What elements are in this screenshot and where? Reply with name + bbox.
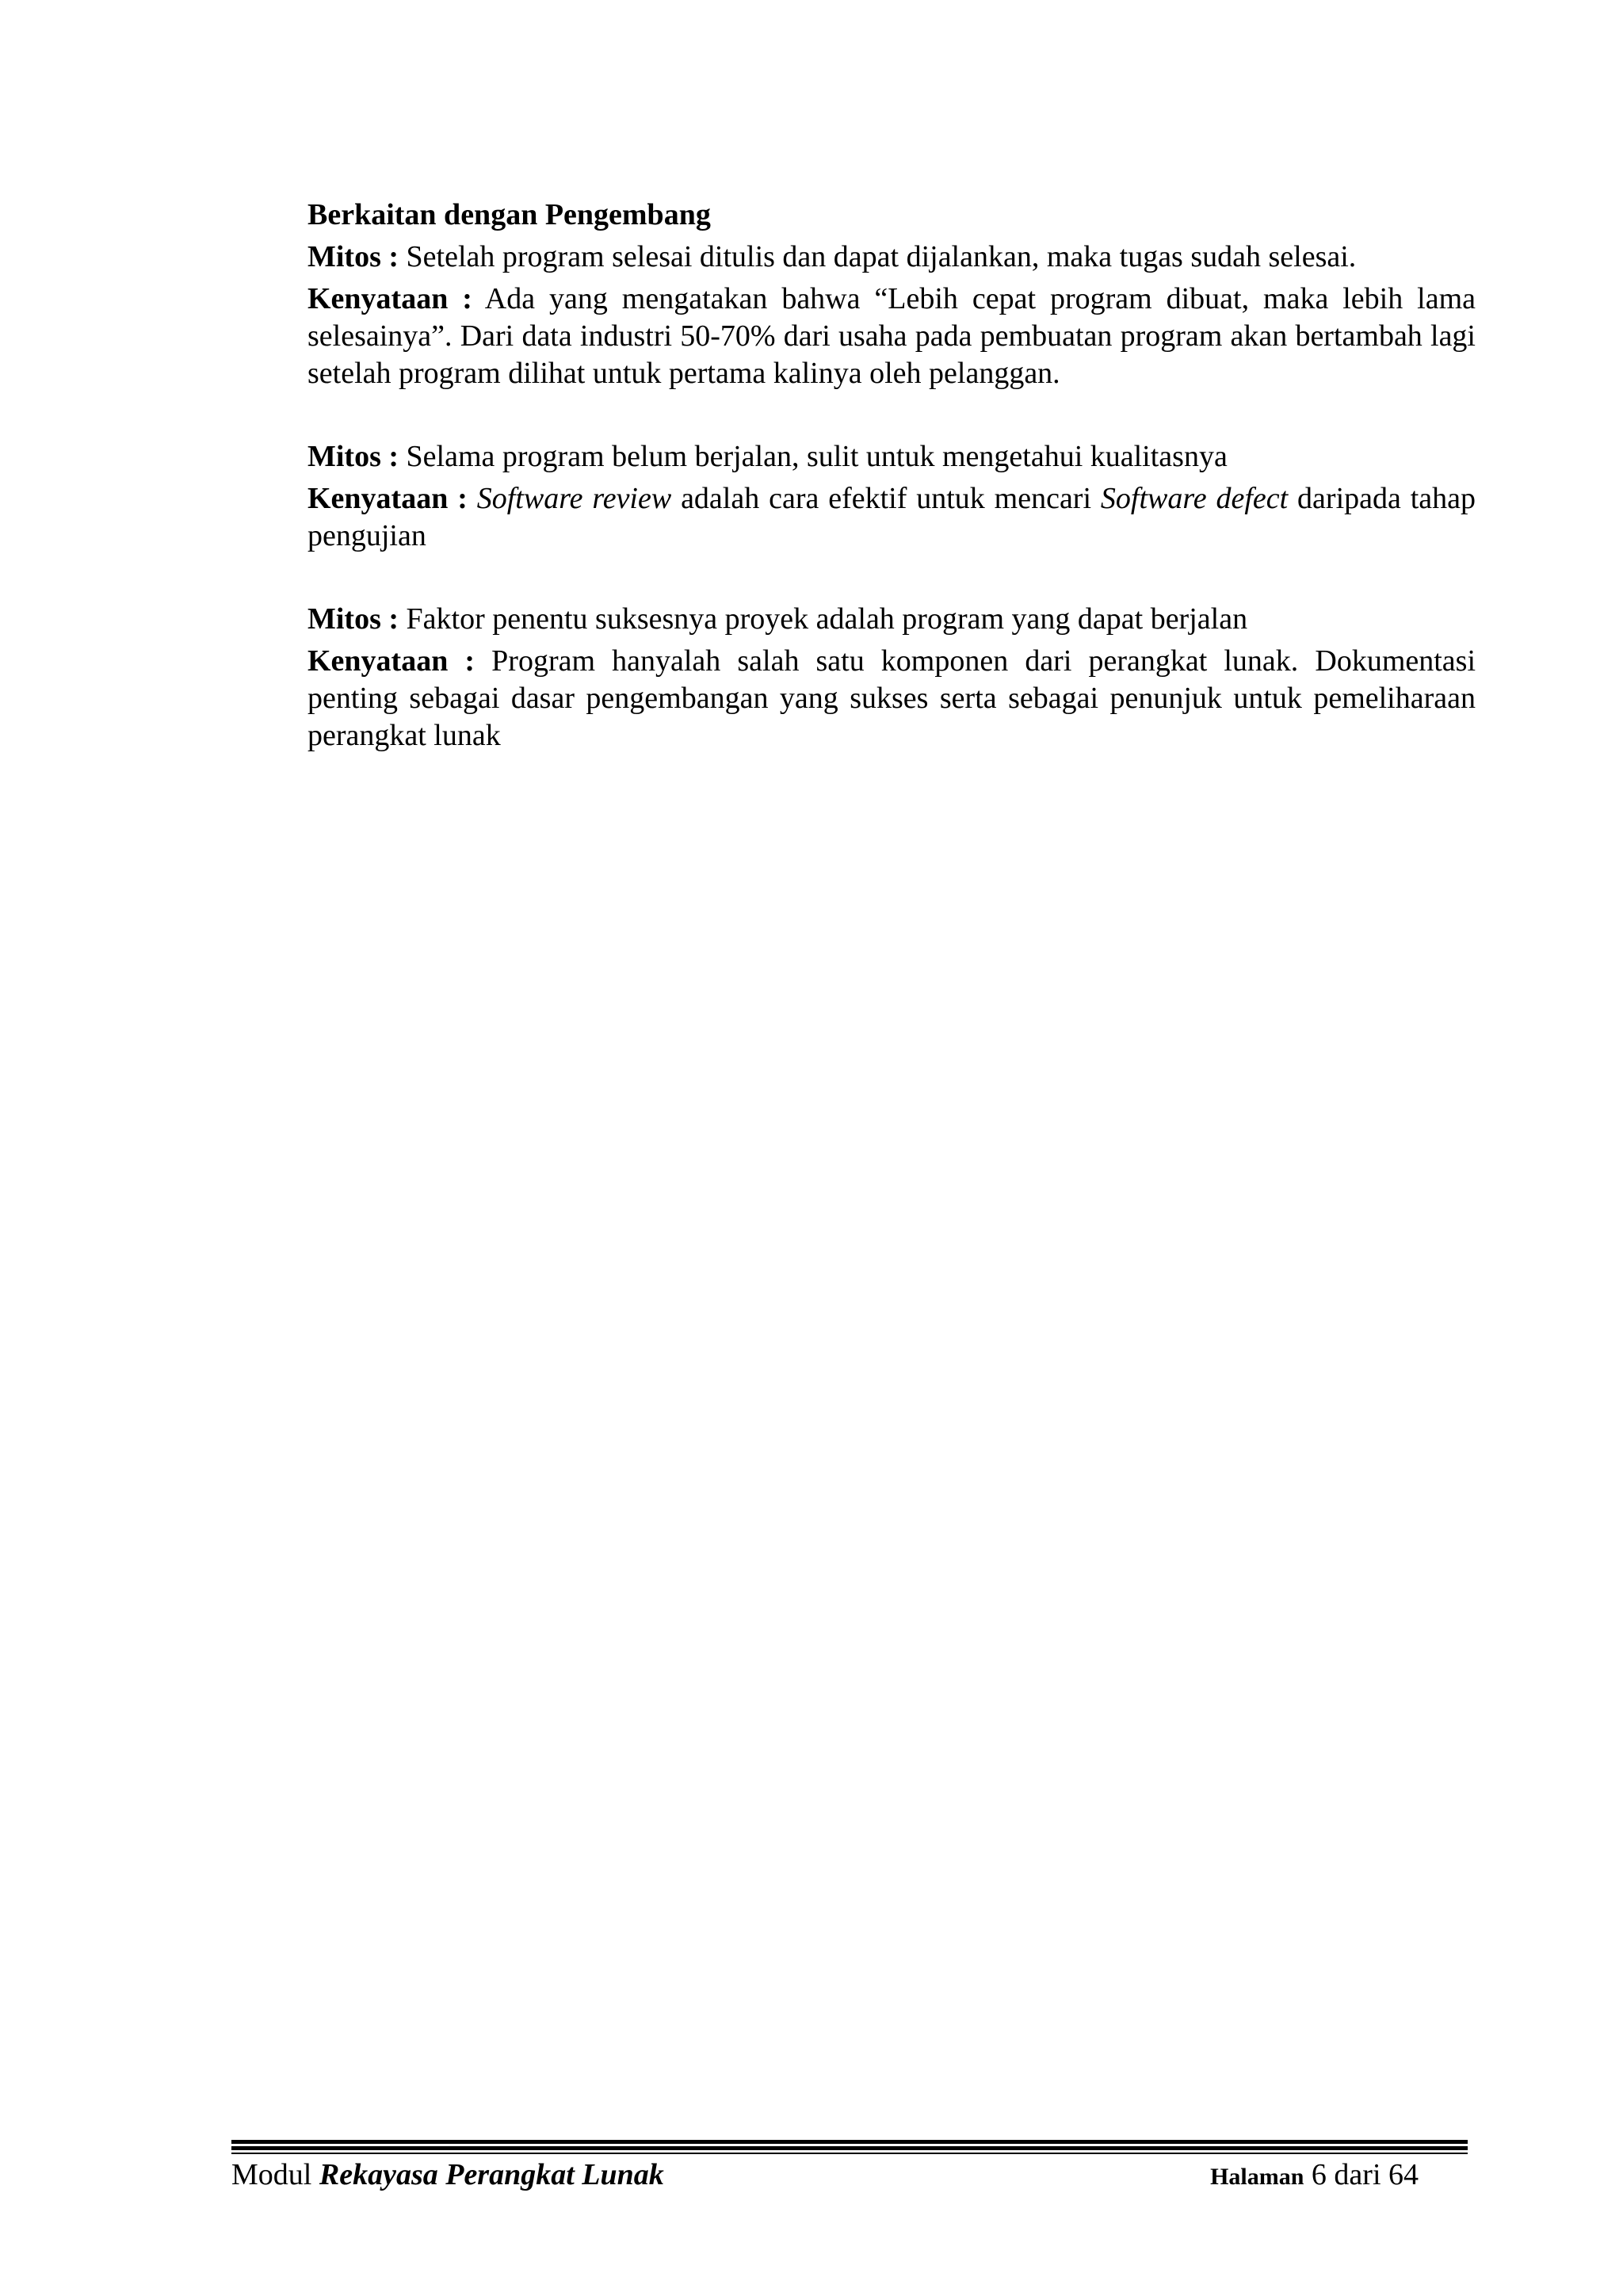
myth-text: Setelah program selesai ditulis dan dapat dijalankan, maka tugas sudah selesai. — [399, 240, 1357, 273]
fact-label: Kenyataan : — [307, 644, 475, 678]
myth-text: Selama program belum berjalan, sulit untuk mengetahui kualitasnya — [399, 440, 1228, 473]
footer-page-label: Halaman — [1210, 2164, 1304, 2190]
footer-divider — [231, 2140, 1468, 2154]
item-gap — [307, 555, 1476, 601]
myth-line — [307, 438, 1476, 476]
fact-term: Software review — [476, 482, 672, 515]
myth-fact-list — [307, 239, 1476, 755]
myth-label: Mitos : — [307, 602, 399, 636]
fact-text: daripada tahap pengujian — [307, 482, 1476, 552]
myth-line — [307, 601, 1476, 638]
fact-paragraph — [307, 643, 1476, 755]
footer-rule-3 — [231, 2153, 1468, 2154]
footer-module-title — [231, 2156, 664, 2194]
myth-label: Mitos : — [307, 440, 399, 473]
myth-label: Mitos : — [307, 240, 399, 273]
footer-page-text: 6 dari 64 — [1304, 2158, 1419, 2191]
fact-text: adalah cara efektif untuk mencari — [671, 482, 1101, 515]
myth-line — [307, 239, 1476, 276]
fact-text: Program hanyalah salah satu komponen dari perangkat lunak. Dokumentasi penting sebagai dasar pengembangan yang sukses serta sebagai penunjuk untuk pemeliharaan perangkat lunak — [307, 644, 1476, 752]
fact-paragraph — [307, 281, 1476, 392]
footer-prefix: Modul — [231, 2158, 319, 2191]
fact-term: Software defect — [1100, 482, 1289, 515]
section-heading: Berkaitan dengan Pengembang — [307, 198, 711, 231]
footer-title: Rekayasa Perangkat Lunak — [319, 2158, 664, 2191]
item-gap — [307, 392, 1476, 438]
fact-text — [468, 482, 477, 515]
footer-rule-1 — [231, 2140, 1468, 2144]
myth-text: Faktor penentu suksesnya proyek adalah program yang dapat berjalan — [399, 602, 1248, 636]
fact-label: Kenyataan : — [307, 482, 468, 515]
footer-page-number — [1210, 2156, 1419, 2196]
fact-text: Ada yang mengatakan bahwa “Lebih cepat program dibuat, maka lebih lama selesainya”. Dari data industri 50-70% dari usaha pada pembuatan program akan bertambah lagi setelah program dilihat untuk pertama kalinya oleh pelanggan. — [307, 282, 1476, 390]
fact-paragraph — [307, 480, 1476, 555]
page-content — [307, 197, 1476, 755]
fact-label: Kenyataan : — [307, 282, 472, 315]
footer-rule-2 — [231, 2146, 1468, 2150]
